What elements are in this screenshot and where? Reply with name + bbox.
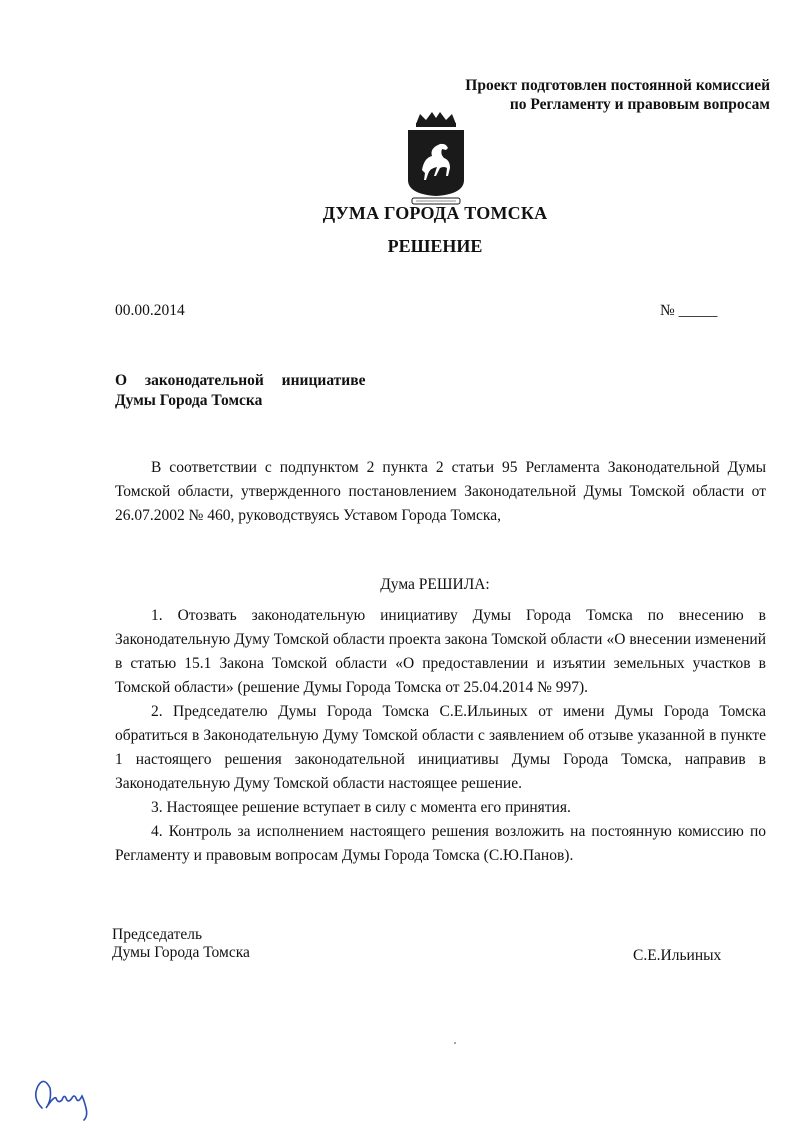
decision-item: 2. Председателю Думы Города Томска С.Е.Ильиных от имени Думы Города Томска обратиться в Законодательную Думу Томской области с заявлением об отзыве указанной в пункте 1 настоящего решения законодательной инициативы Думы Города Томска, направив в Законодательную Думу Томской области настоящее решение. bbox=[115, 703, 766, 792]
decision-item: 4. Контроль за исполнением настоящего решения возложить на постоянную комиссию по Регламенту и правовым вопросам Думы Города Томска (С.Ю.Панов). bbox=[115, 823, 766, 864]
document-type-title: РЕШЕНИЕ bbox=[387, 236, 483, 256]
document-subject bbox=[115, 371, 365, 411]
preamble-paragraph: В соответствии с подпунктом 2 пункта 2 статьи 95 Регламента Законодательной Думы Томской области, утвержденного постановлением Законодательной Думы Томской области от 26.07.2002 № 460, руководствуясь Уставом Города Томска, bbox=[115, 459, 766, 524]
signatory-position-line1: Председатель bbox=[112, 926, 203, 943]
subject-line2: Думы Города Томска bbox=[115, 392, 263, 409]
signatory-name: С.Е.Ильиных bbox=[633, 947, 722, 964]
subject-line1: О законодательной инициативе bbox=[115, 372, 366, 389]
decision-items bbox=[115, 604, 766, 868]
decision-item: 3. Настоящее решение вступает в силу с момента его принятия. bbox=[151, 799, 571, 816]
header-note bbox=[465, 76, 770, 114]
decided-label: Дума РЕШИЛА: bbox=[380, 576, 490, 593]
organization-title: ДУМА ГОРОДА ТОМСКА bbox=[322, 203, 548, 223]
signatory-position bbox=[112, 926, 250, 962]
tomsk-coat-of-arms-icon bbox=[402, 110, 470, 208]
handwritten-signature bbox=[28, 1068, 94, 1124]
header-note-line1: Проект подготовлен постоянной комиссией bbox=[465, 77, 770, 94]
document-date: 00.00.2014 bbox=[115, 302, 185, 319]
decision-item: 1. Отозвать законодательную инициативу Думы Города Томска по внесению в Законодательную Думу Томской области проекта закона Томской области «О внесении изменений в статью 15.1 Закона Томской области «О предоставлении и изъятии земельных участков в Томской области» (решение Думы Города Томска от 25.04.2014 № 997). bbox=[115, 607, 766, 696]
header-note-line2: по Регламенту и правовым вопросам bbox=[509, 96, 770, 113]
signatory-position-line2: Думы Города Томска bbox=[112, 944, 250, 961]
scan-speck bbox=[454, 1042, 456, 1044]
document-number: № _____ bbox=[660, 302, 718, 319]
